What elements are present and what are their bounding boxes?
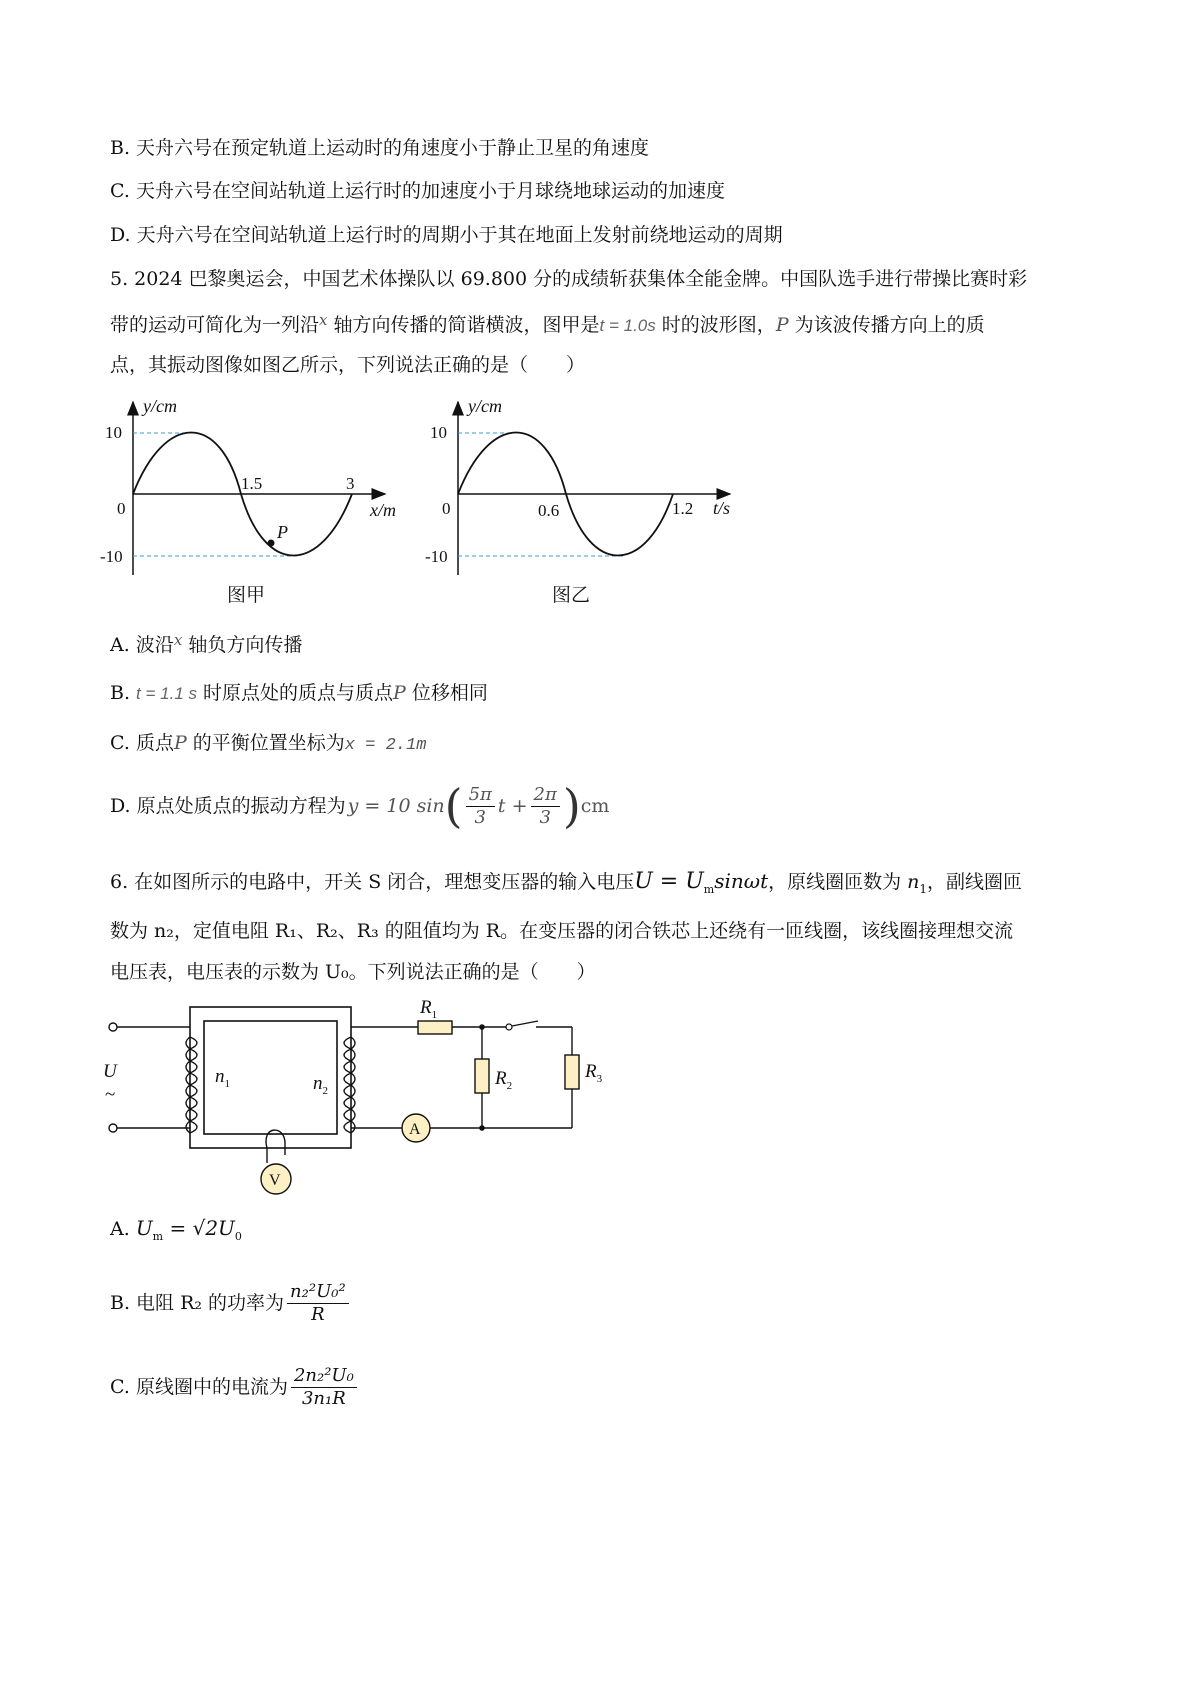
q6-stem-line3: 电压表，电压表的示数为 U₀。下列说法正确的是（ ）	[110, 961, 596, 983]
voltage-equation: U = U	[634, 869, 704, 894]
fraction-5pi-3	[466, 783, 495, 828]
q6-stem-text: 6. 在如图所示的电路中，开关 S 闭合，理想变压器的输入电压	[110, 871, 635, 893]
q5-stem-line3: 点，其振动图像如图乙所示，下列说法正确的是（ ）	[110, 354, 586, 376]
q5-option-c-text: 的平衡位置坐标为	[186, 732, 345, 754]
n1-label: $n_1$	[215, 1066, 230, 1090]
q5-option-b-text: 位移相同	[405, 682, 488, 704]
tick-10: 10	[430, 423, 447, 442]
tick-1-2: 1.2	[672, 499, 694, 518]
q5-option-b-text: 时原点处的质点与质点	[197, 682, 394, 704]
transformer-circuit-diagram	[95, 993, 635, 1203]
q5-option-c	[110, 734, 426, 754]
power-fraction	[287, 1280, 349, 1325]
q4-option-c: C. 天舟六号在空间站轨道上运行时的加速度小于月球绕地球运动的加速度	[110, 180, 725, 202]
q5-stem-line2	[110, 313, 985, 335]
figure-yi-vibration-graph	[420, 392, 750, 612]
q6-option-c-text: C. 原线圈中的电流为	[110, 1375, 288, 1398]
input-voltage-label: U	[103, 1061, 117, 1082]
q5-stem-line1: 5. 2024 巴黎奥运会，中国艺术体操队以 69.800 分的成绩斩获集体全能金牌。中国队选手进行带操比赛时彩	[110, 268, 1028, 290]
q6-option-a-text: A.	[110, 1218, 136, 1240]
figure-jia-wave-graph	[95, 392, 425, 612]
origin-label: 0	[117, 499, 126, 518]
subscript-1: 1	[919, 881, 928, 896]
equation-t-plus: t +	[497, 794, 528, 817]
figure-yi-caption: 图乙	[552, 585, 591, 606]
y-axis-label: y/cm	[143, 396, 177, 416]
q5-stem-text: 轴方向传播的简谐横波，图甲是	[327, 314, 600, 336]
switch-s	[512, 1021, 538, 1026]
var-p: P	[775, 314, 789, 336]
right-paren: )	[562, 779, 581, 833]
fraction-numerator: 5π	[466, 786, 495, 807]
tick-neg10: -10	[100, 547, 123, 566]
n2-label: $n_2$	[313, 1073, 328, 1097]
voltmeter-label: V	[269, 1172, 281, 1189]
q5-stem-text: 为该波传播方向上的质	[788, 314, 985, 336]
var-x: x	[173, 631, 183, 649]
q5-option-a	[110, 633, 302, 655]
q5-stem-text: 时的波形图，	[655, 314, 776, 336]
tick-3: 3	[346, 474, 355, 493]
figure-jia-caption: 图甲	[227, 585, 266, 606]
switch-pivot	[506, 1024, 512, 1030]
ammeter-label: A	[409, 1121, 421, 1138]
fraction-denominator: R	[311, 1303, 325, 1325]
point-p	[268, 540, 275, 547]
equation-lhs: y = 10 sin	[347, 794, 445, 817]
current-fraction	[291, 1364, 357, 1409]
subscript-0: 0	[234, 1229, 242, 1243]
origin-label: 0	[442, 499, 451, 518]
q6-stem-line1	[110, 871, 1022, 895]
resistor-r2	[475, 1059, 489, 1093]
time-value: t = 1.0s	[599, 316, 656, 335]
y-axis-label: y/cm	[468, 396, 502, 416]
tick-10: 10	[105, 423, 122, 442]
q6-option-b-text: B. 电阻 R₂ 的功率为	[110, 1291, 285, 1314]
q6-stem-line2: 数为 n₂，定值电阻 R₁、R₂、R₃ 的阻值均为 R。在变压器的闭合铁芯上还绕有一匝线圈，该线圈接理想交流	[110, 920, 1014, 942]
q6-option-c	[110, 1362, 360, 1412]
fraction-2pi-3	[531, 783, 560, 828]
q6-stem-text: ，原线圈匝数为	[768, 871, 908, 893]
tick-neg10: -10	[425, 547, 448, 566]
r3-label: $R_3$	[585, 1061, 603, 1085]
tick-1-5: 1.5	[241, 474, 263, 493]
x-axis-label: t/s	[713, 498, 731, 518]
q4-option-b: B. 天舟六号在预定轨道上运动时的角速度小于静止卫星的角速度	[110, 137, 650, 159]
equation-rhs: = √2U	[163, 1216, 235, 1240]
var-n1: n	[907, 871, 920, 893]
fraction-numerator: 2π	[531, 786, 560, 807]
q6-stem-text: ，副线圈匝	[927, 871, 1023, 893]
unit-cm: cm	[580, 794, 610, 817]
q5-option-a-text: 轴负方向传播	[182, 634, 303, 656]
fraction-denominator: 3	[474, 806, 486, 828]
q4-option-d: D. 天舟六号在空间站轨道上运行时的周期小于其在地面上发射前绕地运动的周期	[110, 224, 783, 246]
q5-option-b-text: B.	[110, 682, 137, 704]
var-x: x	[319, 311, 328, 329]
input-terminal-top	[109, 1023, 117, 1031]
q5-option-c-text: C. 质点	[110, 732, 174, 754]
q5-option-d-text: D. 原点处质点的振动方程为	[110, 794, 346, 817]
var-p: P	[393, 682, 406, 704]
x-axis-label: x/m	[370, 500, 396, 520]
fraction-numerator: n₂²U₀²	[287, 1283, 349, 1304]
position-equation: x = 2.1m	[344, 736, 427, 755]
fraction-numerator: 2n₂²U₀	[291, 1367, 357, 1388]
q5-option-d	[110, 778, 609, 834]
q5-option-a-text: A. 波沿	[110, 634, 174, 656]
time-value: t = 1.1 s	[136, 684, 197, 703]
input-terminal-bottom	[109, 1124, 117, 1132]
fraction-denominator: 3	[539, 806, 551, 828]
voltage-equation-sin: sinωt	[714, 869, 769, 893]
left-paren: (	[444, 779, 463, 833]
r2-label: $R_2$	[495, 1068, 513, 1092]
point-p-label: P	[277, 522, 288, 542]
ac-symbol: ~	[105, 1084, 116, 1105]
tick-0-6: 0.6	[538, 501, 560, 520]
resistor-r3	[565, 1055, 579, 1089]
q5-stem-text: 带的运动可简化为一列沿	[110, 314, 320, 336]
equation-um: U	[135, 1216, 153, 1240]
q6-option-b	[110, 1278, 352, 1328]
q5-option-b	[110, 684, 488, 703]
q6-option-a	[110, 1218, 242, 1242]
resistor-r1	[418, 1021, 452, 1034]
subscript-m: m	[152, 1229, 164, 1243]
var-p: P	[173, 732, 187, 754]
subscript-m: m	[703, 882, 715, 896]
r1-label: $R_1$	[420, 997, 438, 1021]
fraction-denominator: 3n₁R	[301, 1387, 346, 1409]
